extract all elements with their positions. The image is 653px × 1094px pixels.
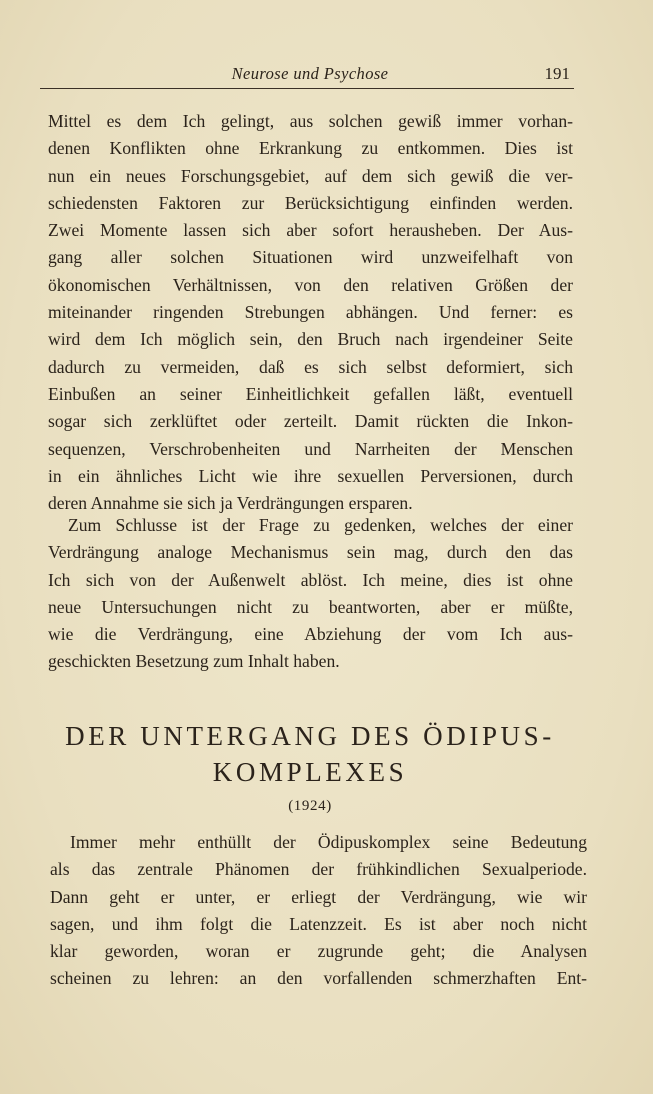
chapter-title-line: KOMPLEXES bbox=[212, 757, 408, 787]
paragraph-continued bbox=[48, 108, 573, 517]
text-line: sagen, und ihm folgt die Latenzzeit. Es ist aber noch nicht bbox=[50, 913, 587, 934]
text-line: miteinander ringenden Strebungen abhängen. Und ferner: es bbox=[48, 302, 573, 323]
text-line: sogar sich zerklüftet oder zerteilt. Damit rückten die Inkon- bbox=[48, 411, 573, 432]
header-rule bbox=[40, 88, 574, 89]
text-line: deren Annahme sie sich ja Verdrängungen ersparen. bbox=[48, 493, 413, 514]
text-line: Einbußen an seiner Einheitlichkeit gefallen läßt, eventuell bbox=[48, 383, 573, 404]
text-line: gang aller solchen Situationen wird unzweifelhaft von bbox=[48, 247, 573, 268]
text-line: denen Konflikten ohne Erkrankung zu entkommen. Dies ist bbox=[48, 138, 573, 159]
text-line: als das zentrale Phänomen der frühkindlichen Sexualperiode. bbox=[50, 859, 587, 880]
text-line: dadurch zu vermeiden, daß es sich selbst deformiert, sich bbox=[48, 356, 573, 377]
text-line: schiedensten Faktoren zur Berücksichtigung einfinden werden. bbox=[48, 192, 573, 213]
text-line: Verdrängung analoge Mechanismus sein mag, durch den das bbox=[48, 542, 573, 563]
text-line: wie die Verdrängung, eine Abziehung der vom Ich aus- bbox=[48, 624, 573, 645]
paragraph-conclusion bbox=[48, 512, 573, 676]
chapter-title-line: DER UNTERGANG DES ÖDIPUS- bbox=[65, 721, 555, 751]
running-title: Neurose und Psychose bbox=[231, 64, 389, 83]
text-line: Zwei Momente lassen sich aber sofort herausheben. Der Aus- bbox=[48, 220, 573, 241]
chapter-year: (1924) bbox=[288, 798, 332, 814]
text-line: Mittel es dem Ich gelingt, aus solchen gewiß immer vorhan- bbox=[48, 111, 573, 131]
text-line: Immer mehr enthüllt der Ödipuskomplex seine Bedeutung bbox=[70, 832, 587, 852]
text-line: klar geworden, woran er zugrunde geht; die Analysen bbox=[50, 941, 587, 962]
text-line: Dann geht er unter, er erliegt der Verdrängung, wie wir bbox=[50, 886, 587, 907]
text-line: Ich sich von der Außenwelt ablöst. Ich meine, dies ist ohne bbox=[48, 569, 573, 590]
text-line: scheinen zu lehren: an den vorfallenden schmerzhaften Ent- bbox=[50, 968, 587, 989]
text-line: geschickten Besetzung zum Inhalt haben. bbox=[48, 651, 340, 672]
chapter-opening-paragraph bbox=[50, 829, 587, 993]
text-line: sequenzen, Verschrobenheiten und Narrheiten der Menschen bbox=[48, 438, 573, 459]
text-line: wird dem Ich möglich sein, den Bruch nach irgendeiner Seite bbox=[48, 329, 573, 350]
page-number: 191 bbox=[544, 64, 570, 83]
text-line: nun ein neues Forschungsgebiet, auf dem sich gewiß die ver- bbox=[48, 165, 573, 186]
text-line: neue Untersuchungen nicht zu beantworten, aber er müßte, bbox=[48, 596, 573, 617]
text-line: ökonomischen Verhältnissen, von den relativen Größen der bbox=[48, 274, 573, 295]
chapter-title bbox=[20, 718, 600, 790]
running-header bbox=[48, 62, 572, 86]
text-line: Zum Schlusse ist der Frage zu gedenken, welches der einer bbox=[68, 515, 573, 535]
text-line: in ein ähnliches Licht wie ihre sexuellen Perversionen, durch bbox=[48, 465, 573, 486]
